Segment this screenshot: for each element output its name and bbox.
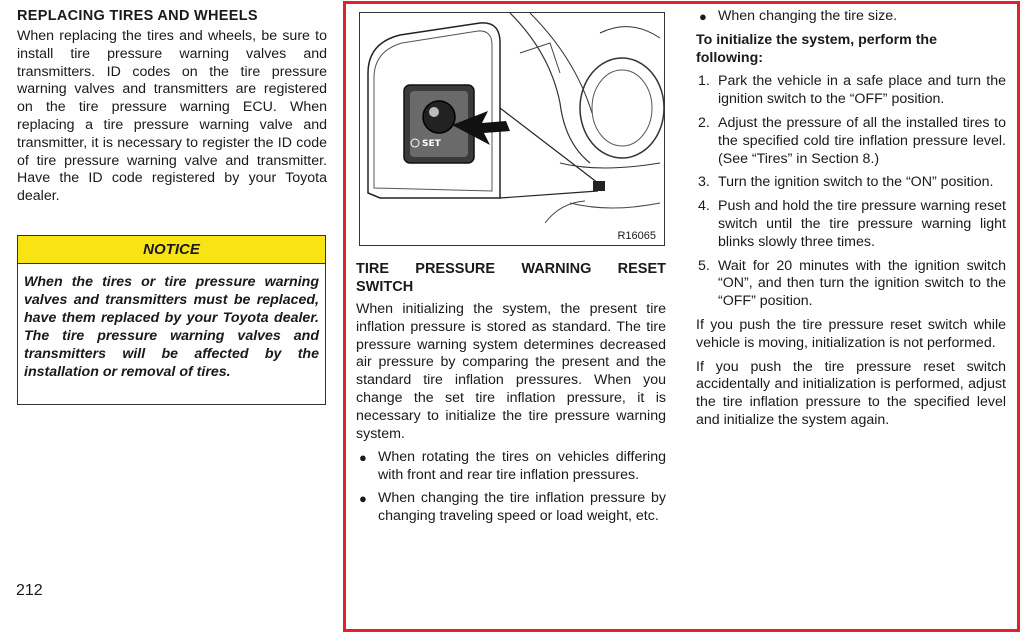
- notice-box: [17, 235, 326, 405]
- figure-code: R16065: [617, 230, 656, 242]
- heading-word: SWITCH: [356, 279, 414, 295]
- right-column: [696, 8, 1006, 436]
- step-item: 5. Wait for 20 minutes with the ignition switch “ON”, and then turn the ignition switch to the “OFF” position.: [698, 257, 1006, 310]
- procedure-heading: To initialize the system, perform the following:: [696, 31, 937, 66]
- step-item: 1. Park the vehicle in a safe place and turn the ignition switch to the “OFF” position.: [698, 73, 1006, 108]
- procedure-steps: [696, 73, 1006, 311]
- accidental-reset-note: If you push the tire pressure reset switch accidentally and initialization is performed, adjust the tire inflation pressure to the specified level and initialize the system again.: [696, 358, 1006, 428]
- heading-word: TIRE: [356, 261, 390, 277]
- list-item: ● When changing the tire size.: [696, 8, 1006, 26]
- replacing-tires-body: When replacing the tires and wheels, be sure to install tire pressure warning valves and transmitters. ID codes on the tire pressure warning valves and transmitters are registered on the tire pressure warning ECU. When replacing a tire pressure warning valve and transmitter, it is necessary to register the ID code of tire pressure warning valve and transmitter. Have the ID code registered by your Toyota dealer.: [17, 28, 327, 205]
- section-heading-replacing-tires: REPLACING TIRES AND WHEELS: [17, 8, 258, 24]
- continued-bullet-list: [696, 8, 1006, 26]
- set-label: SET: [422, 139, 441, 149]
- notice-title: NOTICE: [18, 236, 325, 264]
- step-item: 3. Turn the ignition switch to the “ON” position.: [698, 174, 994, 191]
- middle-column: [356, 260, 666, 531]
- heading-word: PRESSURE: [415, 261, 496, 277]
- page-number: 212: [16, 582, 43, 599]
- reset-switch-illustration: [359, 12, 665, 246]
- heading-word: RESET: [617, 261, 666, 277]
- moving-vehicle-note: If you push the tire pressure reset switch while vehicle is moving, initialization is not performed.: [696, 316, 1006, 351]
- step-item: 2. Adjust the pressure of all the installed tires to the specified cold tire inflation pressure level. (See “Tires” in Section 8.): [698, 114, 1006, 167]
- step-item: 4. Push and hold the tire pressure warning reset switch until the tire pressure warning light blinks slowly three times.: [698, 198, 1006, 250]
- section-heading-reset-switch: [356, 260, 666, 296]
- reset-button: [423, 101, 455, 133]
- steering-wheel-icon: [580, 58, 664, 158]
- left-column: [17, 8, 327, 206]
- notice-body: When the tires or tire pressure warning valves and transmitters must be replaced, have them replaced by your Toyota dealer. The tire pressure warning valves and transmitters will be affected by the installation or removal of tires.: [24, 274, 319, 380]
- list-item: ● When changing the tire inflation pressure by changing traveling speed or load weight, etc.: [356, 490, 666, 526]
- heading-word: WARNING: [521, 261, 592, 277]
- reset-switch-body: When initializing the system, the present tire inflation pressure is stored as standard. The tire pressure warning system determines decreased air pressure by comparing the present and the standard tire inflation pressures. When you change the set tire inflation pressure, it is necessary to initialize the tire pressure warning system.: [356, 301, 666, 442]
- list-item: ● When rotating the tires on vehicles differing with front and rear tire inflation pressures.: [356, 449, 666, 485]
- initialize-conditions-list: [356, 449, 666, 525]
- dashboard-drawing: [360, 13, 664, 245]
